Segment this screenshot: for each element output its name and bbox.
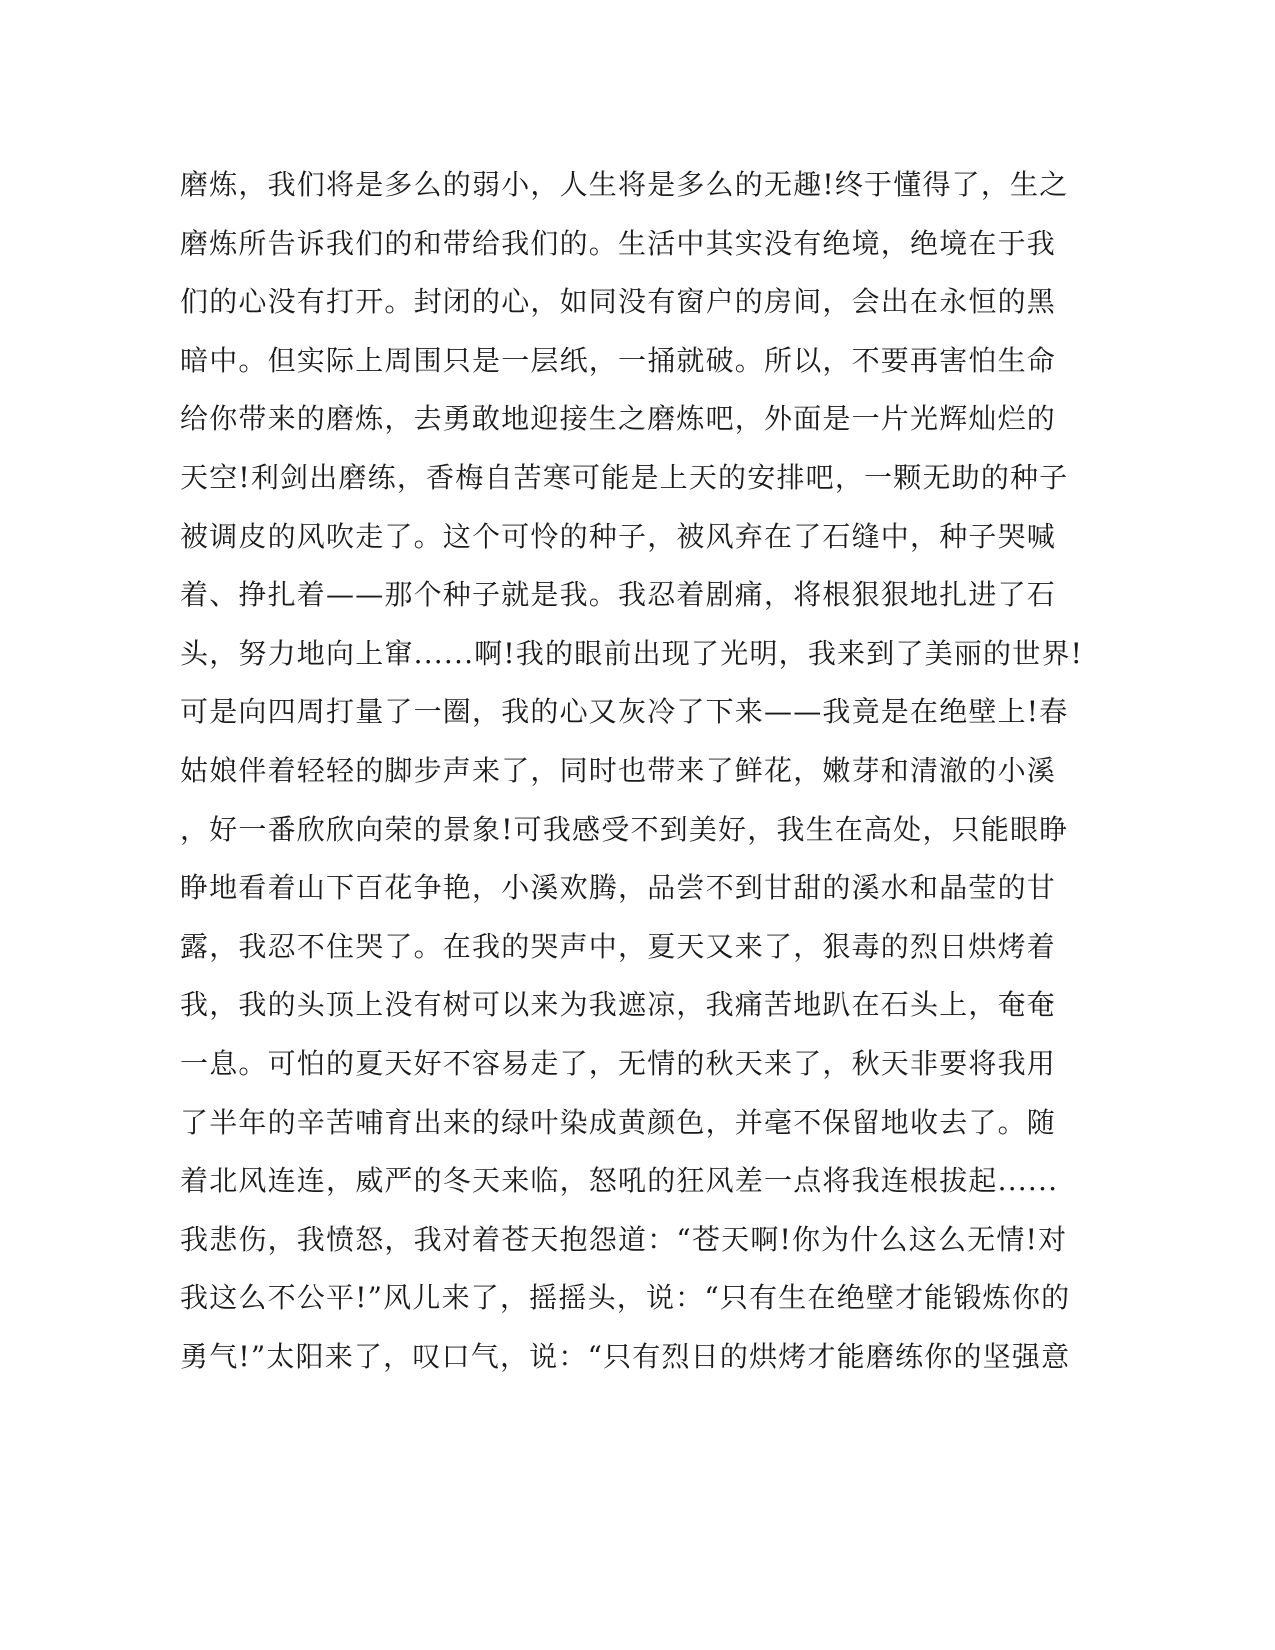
text-line: 头，努力地向上窜......啊!我的眼前出现了光明，我来到了美丽的世界! (180, 636, 1084, 670)
text-line: 我这么不公平!”风儿来了，摇摇头，说：“只有生在绝壁才能锻炼你的 (180, 1281, 1071, 1315)
text-line: 了半年的辛苦哺育出来的绿叶染成黄颜色，并毫不保留地收去了。随 (180, 1105, 1057, 1139)
text-line: ，好一番欣欣向荣的景象!可我感受不到美好，我生在高处，只能眼睁 (180, 812, 1069, 846)
text-line: 睁地看着山下百花争艳，小溪欢腾，品尝不到甘甜的溪水和晶莹的甘 (180, 871, 1057, 905)
text-line: 们的心没有打开。封闭的心，如同没有窗户的房间，会出在永恒的黑 (180, 285, 1057, 319)
text-line: 暗中。但实际上周围只是一层纸，一捅就破。所以，不要再害怕生命 (180, 343, 1057, 377)
text-line: 着、挣扎着——那个种子就是我。我忍着剧痛，将根狠狠地扎进了石 (180, 578, 1057, 612)
text-line: 被调皮的风吹走了。这个可怜的种子，被风弃在了石缝中，种子哭喊 (180, 519, 1057, 553)
text-line: 勇气!”太阳来了，叹口气，说：“只有烈日的烘烤才能磨练你的坚强意 (180, 1339, 1071, 1373)
body-text (180, 156, 1084, 1386)
text-line: 着北风连连，威严的冬天来临，怒吼的狂风差一点将我连根拔起...... (180, 1164, 1059, 1198)
text-line: 我，我的头顶上没有树可以来为我遮凉，我痛苦地趴在石头上，奄奄 (180, 988, 1057, 1022)
text-line: 天空!利剑出磨练，香梅自苦寒可能是上天的安排吧，一颗无助的种子 (180, 460, 1069, 494)
text-line: 磨炼所告诉我们的和带给我们的。生活中其实没有绝境，绝境在于我 (180, 226, 1057, 260)
text-line: 我悲伤，我愤怒，我对着苍天抱怨道：“苍天啊!你为什么这么无情!对 (180, 1222, 1068, 1256)
text-line: 磨炼，我们将是多么的弱小，人生将是多么的无趣!终于懂得了，生之 (180, 168, 1069, 201)
text-line: 露，我忍不住哭了。在我的哭声中，夏天又来了，狠毒的烈日烘烤着 (180, 929, 1057, 963)
text-line: 一息。可怕的夏天好不容易走了，无情的秋天来了，秋天非要将我用 (180, 1046, 1057, 1080)
text-line: 给你带来的磨炼，去勇敢地迎接生之磨炼吧，外面是一片光辉灿烂的 (180, 402, 1057, 436)
text-line: 姑娘伴着轻轻的脚步声来了，同时也带来了鲜花，嫩芽和清澈的小溪 (180, 753, 1057, 787)
text-line: 可是向四周打量了一圈，我的心又灰冷了下来——我竟是在绝壁上!春 (180, 695, 1069, 729)
